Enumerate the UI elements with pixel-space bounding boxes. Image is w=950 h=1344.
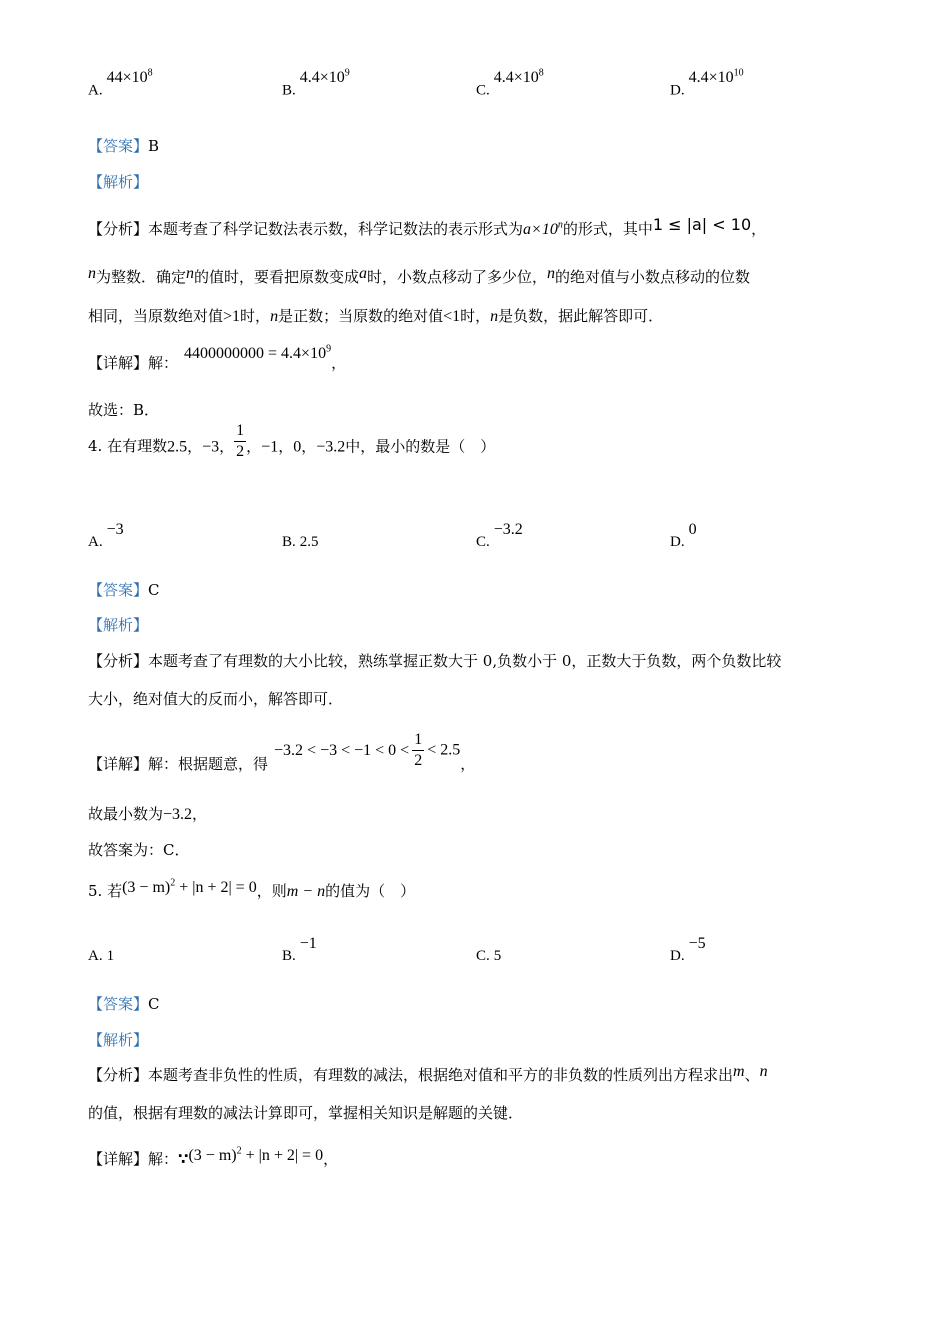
q3-option-d[interactable]: [670, 68, 744, 99]
text: ，: [187, 437, 203, 456]
q5-option-c[interactable]: [476, 946, 501, 965]
text: 的形式，其中: [562, 220, 653, 238]
var-n: n: [270, 308, 279, 325]
option-label: B.: [282, 82, 296, 99]
text: ，: [219, 437, 235, 456]
math: < 2.5: [427, 741, 461, 759]
text: 相同，当原数绝对值: [88, 307, 224, 325]
math: >1: [223, 308, 241, 325]
option-label: A.: [88, 82, 103, 99]
q3-answer: [88, 135, 159, 156]
q5-option-d[interactable]: [670, 935, 706, 965]
option-value: $44\times 10^8$: [106, 68, 153, 87]
text: 是正数；当原数的绝对值: [278, 307, 444, 325]
text: 中，最小的数是（ ）: [345, 437, 496, 456]
option-label: D.: [670, 948, 685, 964]
math: $(3 - m)^2 + |n + 2| = 0$: [122, 877, 257, 896]
q5-analysis-line-2: 的值，根据有理数的减法计算即可，掌握相关知识是解题的关键．: [88, 1104, 524, 1122]
text: 、: [744, 1066, 760, 1084]
math-condition: 1 ≤ |a| < 10: [652, 215, 752, 234]
math: −3.2: [316, 438, 346, 456]
answer-tag: 【答案】: [88, 137, 149, 155]
math: $4400000000 = 4.4\times 10^9$: [184, 343, 332, 362]
q3-option-c[interactable]: [476, 68, 544, 99]
option-value: 2.5: [299, 534, 319, 550]
text: ，: [246, 437, 262, 456]
q4-option-a[interactable]: [88, 521, 124, 551]
q4-analysis-line-2: 大小，绝对值大的反而小，解答即可．: [88, 690, 344, 708]
option-value: −3: [106, 521, 124, 538]
answer-value: C: [148, 581, 160, 599]
text: 解：: [148, 354, 179, 372]
q4-conclusion: 故答案为：C．: [88, 841, 190, 859]
q4-min-line: [88, 803, 207, 824]
text: 5. 若: [88, 882, 123, 900]
option-value: −5: [688, 935, 706, 952]
answer-tag: 【答案】: [88, 581, 149, 599]
analysis-tag: 【分析】: [88, 220, 149, 238]
q3-explain-tag: 【解析】: [88, 173, 149, 191]
answer-value: C: [148, 995, 160, 1013]
math: 2.5: [167, 438, 188, 456]
text: ，: [278, 437, 294, 456]
var-n: n: [547, 265, 556, 282]
text: 时，: [460, 307, 491, 325]
detail-tag: 【详解】: [88, 754, 149, 773]
option-label: C.: [476, 948, 490, 964]
q4-option-c[interactable]: [476, 521, 523, 551]
detail-tag: 【详解】: [88, 1150, 149, 1168]
q5-option-b[interactable]: [282, 935, 317, 965]
q4-option-b[interactable]: [282, 532, 319, 551]
text: ，则: [256, 882, 287, 900]
math: −3: [202, 438, 220, 456]
text: 解：根据题意，得: [148, 754, 269, 773]
option-value: $4.4\times 10^8$: [493, 68, 544, 87]
q5-detail: [88, 1145, 339, 1169]
text: ，: [192, 805, 208, 823]
q3-conclusion: 故选：B．: [88, 401, 160, 419]
q5-stem: [88, 877, 416, 901]
q5-analysis-line-1: [88, 1064, 768, 1085]
option-label: C.: [476, 534, 490, 550]
q5-explain-tag: 【解析】: [88, 1031, 149, 1049]
option-value: −3.2: [493, 521, 523, 538]
option-value: $4.4\times 10^9$: [299, 68, 350, 87]
q3-analysis-line-2: [88, 266, 750, 287]
option-label: D.: [670, 82, 685, 99]
q4-detail: [88, 730, 475, 771]
var-n: n: [759, 1063, 768, 1080]
text: 时，小数点移动了多少位，: [367, 268, 548, 286]
answer-tag: 【答案】: [88, 995, 149, 1013]
text: 4. 在有理数: [88, 436, 168, 455]
q4-stem: [88, 422, 496, 462]
q4-analysis-line-1: [88, 650, 781, 671]
detail-tag: 【详解】: [88, 354, 149, 372]
option-label: C.: [476, 82, 490, 99]
text: 本题考查非负性的性质，有理数的减法，根据绝对值和平方的非负数的性质列出方程求出: [148, 1066, 734, 1084]
analysis-tag: 【分析】: [88, 1066, 149, 1084]
q4-option-d[interactable]: [670, 521, 697, 551]
text: ，: [323, 1150, 339, 1168]
q3-analysis-line-3: [88, 305, 663, 326]
q5-option-a[interactable]: [88, 946, 114, 965]
text: ，: [751, 220, 767, 238]
option-label: B.: [282, 534, 296, 550]
math: $(3 - m)^2 + |n + 2| = 0$: [188, 1145, 324, 1164]
analysis-tag: 【分析】: [88, 652, 149, 670]
text: 的值时，要看把原数变成: [194, 268, 360, 286]
fraction: $\frac{1}{2}$: [236, 422, 245, 460]
text: 是负数，据此解答即可．: [498, 307, 664, 325]
option-value: 1: [106, 948, 115, 964]
text: 时，: [240, 307, 271, 325]
text: 的绝对值与小数点移动的位数: [555, 268, 751, 286]
fraction: $\frac{1}{2}$: [414, 731, 423, 769]
q3-option-a[interactable]: [88, 68, 153, 99]
q3-option-b[interactable]: [282, 68, 350, 99]
math: −3.2 < −3 < −1 < 0 <: [274, 741, 410, 759]
option-label: B.: [282, 948, 296, 964]
q3-detail: [88, 343, 347, 373]
text: 故最小数为: [88, 805, 164, 823]
math: m − n: [286, 883, 326, 900]
var-n: n: [186, 265, 195, 282]
q4-answer: [88, 579, 160, 600]
var-a: a: [359, 265, 368, 282]
q3-analysis-line-1: [88, 215, 767, 239]
option-value: $4.4\times 10^{10}$: [688, 68, 744, 87]
q5-answer: [88, 993, 160, 1014]
math: −1: [261, 438, 279, 456]
text: 解：: [148, 1150, 179, 1168]
text: 本题考查了有理数的大小比较，熟练掌握正数大于 0,负数小于 0，正数大于负数，两个负数比较: [148, 652, 782, 670]
option-value: −1: [299, 935, 317, 952]
option-label: A.: [88, 948, 103, 964]
math: 0: [293, 438, 302, 456]
q4-explain-tag: 【解析】: [88, 616, 149, 634]
text: 为整数．确定: [96, 268, 187, 286]
var-n: n: [88, 265, 96, 282]
option-value: 0: [688, 521, 697, 538]
math: $a\times 10^n$: [523, 219, 563, 238]
math: −3.2: [163, 806, 193, 823]
var-m: m: [733, 1063, 745, 1080]
option-label: D.: [670, 534, 685, 550]
text: ，: [460, 754, 476, 773]
math: <1: [443, 308, 461, 325]
text: 本题考查了科学记数法表示数，科学记数法的表示形式为: [148, 220, 524, 238]
text: 的值为（ ）: [325, 882, 416, 900]
text: ，: [331, 354, 347, 372]
text: ，: [301, 437, 317, 456]
option-value: 5: [493, 948, 502, 964]
var-n: n: [490, 308, 499, 325]
answer-value: B: [148, 137, 160, 155]
because-symbol: ∵: [178, 1150, 189, 1168]
option-label: A.: [88, 534, 103, 550]
